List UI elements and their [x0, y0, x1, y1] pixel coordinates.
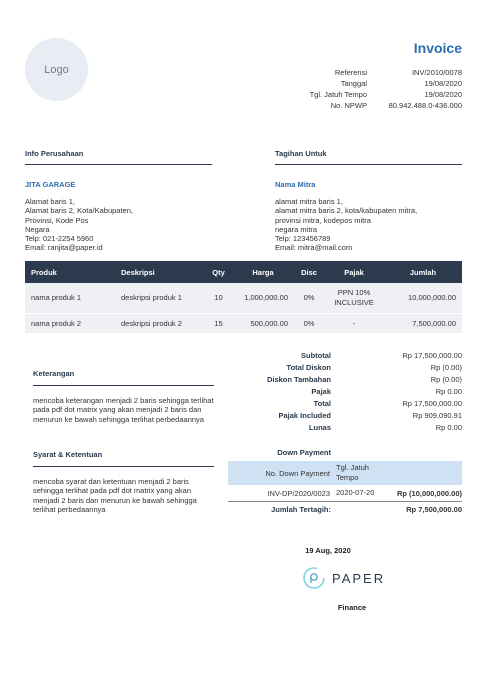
summary-label: Diskon Tambahan [266, 375, 331, 384]
paper-brand-logo [302, 566, 385, 590]
notes-heading: Keterangan [33, 369, 75, 378]
bill-to-divider [275, 164, 462, 165]
company-info-heading: Info Perusahaan [25, 149, 84, 158]
summary-value: Rp 17,500,000.00 [402, 351, 462, 360]
meta-label: Tanggal [340, 79, 367, 88]
down-payment-header [228, 461, 462, 485]
partner-address [275, 197, 417, 253]
cell-tax: - [324, 313, 384, 333]
invoice-title: Invoice [413, 40, 462, 56]
summary-value: Rp 17,500,000.00 [402, 399, 462, 408]
partner-name: Nama Mitra [275, 180, 316, 189]
cell-tax [324, 283, 384, 313]
cell-product: nama produk 1 [25, 283, 115, 313]
summary-label: Subtotal [301, 351, 331, 360]
column-header-amount: Jumlah [384, 261, 462, 283]
column-header-tax: Pajak [324, 261, 384, 283]
totals-summary [228, 350, 462, 434]
signature-name: Finance [337, 603, 367, 612]
address-line: alamat mitra baris 2, kota/kabupaten mitra, [275, 206, 418, 216]
meta-row-date [262, 78, 462, 89]
summary-row-extra-discount [228, 374, 462, 386]
column-header-discount: Disc [294, 261, 324, 283]
paper-logo-text: PAPER [332, 570, 386, 586]
dp-number: INV-DP/2020/0023 [267, 488, 330, 498]
column-header-price: Harga [232, 261, 294, 283]
down-payment-heading: Down Payment [277, 448, 331, 457]
meta-row-due-date [262, 89, 462, 100]
tax-name: PPN 10% [337, 287, 371, 297]
cell-qty: 15 [205, 313, 232, 333]
address-line: Alamat baris 1, [25, 197, 76, 206]
company-info-divider [25, 164, 212, 165]
summary-label: Pajak [311, 387, 331, 396]
address-line: Alamat baris 2, Kota/Kabupaten, [25, 206, 133, 216]
table-row [25, 313, 462, 333]
cell-price: 1,000,000.00 [232, 283, 294, 313]
meta-value: 80.942.488.0-436.000 [388, 101, 462, 110]
summary-value: Rp 909,090.91 [412, 411, 462, 420]
phone-line: Telp: 123456789 [275, 234, 331, 244]
terms-text [33, 477, 197, 515]
amount-due-value: Rp 7,500,000.00 [406, 505, 462, 514]
notes-line: mencoba keterangan menjadi 2 baris sehingga terlihat [33, 396, 214, 405]
summary-row-tax [228, 386, 462, 398]
notes-line: pada pdf dot matrix yang akan menjadi 2 baris dan [33, 405, 202, 415]
logo-text: Logo [44, 63, 69, 76]
cell-discount: 0% [294, 313, 324, 333]
company-logo-placeholder [25, 38, 88, 101]
dp-amount: Rp (10,000,000.00) [396, 488, 462, 498]
cell-description: deskripsi produk 2 [115, 313, 205, 333]
summary-row-tax-included [228, 410, 462, 422]
items-table-header [25, 261, 462, 283]
summary-value: Rp 0.00 [435, 387, 462, 396]
terms-line: terlihat perbedaannya [33, 505, 106, 515]
summary-row-subtotal [228, 350, 462, 362]
summary-label: Pajak Included [278, 411, 331, 420]
summary-row-paid [228, 422, 462, 434]
notes-divider [33, 385, 214, 386]
meta-value: 19/08/2020 [424, 90, 462, 99]
terms-heading: Syarat & Ketentuan [33, 450, 103, 459]
meta-label: Referensi [334, 68, 367, 77]
dp-column-due-date: Tgl. Jatuh Tempo [336, 463, 369, 482]
bill-to-heading: Tagihan Untuk [275, 149, 327, 158]
terms-line: sehingga terlihat pada pdf dot matrix yang akan [33, 486, 192, 496]
summary-label: Total Diskon [286, 363, 331, 372]
signature-date: 19 Aug, 2020 [305, 546, 351, 555]
cell-price: 500,000.00 [232, 313, 294, 333]
address-line: provinsi mitra, kodepos mitra [275, 215, 371, 225]
summary-value: Rp (0.00) [430, 375, 462, 384]
dp-date: 2020-07-20 [336, 488, 375, 497]
email-line: Email: ranjita@paper.id [25, 243, 103, 253]
meta-row-reference [262, 67, 462, 78]
dp-column-number: No. Down Payment [265, 468, 330, 478]
summary-value: Rp 0.00 [435, 423, 462, 432]
address-line: Negara [25, 224, 50, 234]
cell-description: deskripsi produk 1 [115, 283, 205, 313]
amount-due [228, 505, 462, 514]
paper-logo-icon [302, 566, 326, 590]
down-payment-row [228, 485, 462, 502]
address-line: alamat mitra baris 1, [275, 197, 343, 206]
address-line: negara mitra [275, 224, 318, 234]
meta-row-npwp [262, 100, 462, 111]
summary-row-total [228, 398, 462, 410]
invoice-meta [262, 67, 462, 111]
meta-value: 19/08/2020 [424, 79, 462, 88]
cell-product: nama produk 2 [25, 313, 115, 333]
terms-line: menjadi 2 baris dan menurun ke bawah sehingga [33, 495, 197, 505]
column-header-product: Produk [25, 261, 115, 283]
cell-discount: 0% [294, 283, 324, 313]
meta-value: INV/2010/0078 [411, 68, 462, 77]
notes-line: menurun ke bawah sehingga terlihat perbedaannya [33, 414, 204, 424]
terms-line: mencoba syarat dan ketentuan menjadi 2 baris [33, 477, 189, 486]
column-header-qty: Qty [205, 261, 232, 283]
column-header-description: Deskripsi [115, 261, 205, 283]
cell-amount: 7,500,000.00 [384, 313, 462, 333]
tax-mode: INCLUSIVE [334, 297, 374, 307]
company-address [25, 197, 133, 253]
summary-label: Lunas [308, 423, 331, 432]
down-payment-table [228, 461, 462, 502]
items-table [25, 261, 462, 333]
amount-due-label: Jumlah Tertagih: [271, 505, 331, 514]
summary-row-total-discount [228, 362, 462, 374]
cell-qty: 10 [205, 283, 232, 313]
notes-text [33, 396, 214, 424]
table-row [25, 283, 462, 313]
phone-line: Telp: 021-2254 5960 [25, 234, 94, 244]
address-line: Provinsi, Kode Pos [25, 215, 89, 225]
summary-value: Rp (0.00) [430, 363, 462, 372]
meta-label: Tgl. Jatuh Tempo [309, 90, 367, 99]
email-line: Email: mitra@mail.com [275, 243, 353, 253]
meta-label: No. NPWP [330, 101, 367, 110]
cell-amount: 10,000,000.00 [384, 283, 462, 313]
company-name: JITA GARAGE [25, 180, 76, 189]
summary-label: Total [313, 399, 331, 408]
terms-divider [33, 466, 214, 467]
